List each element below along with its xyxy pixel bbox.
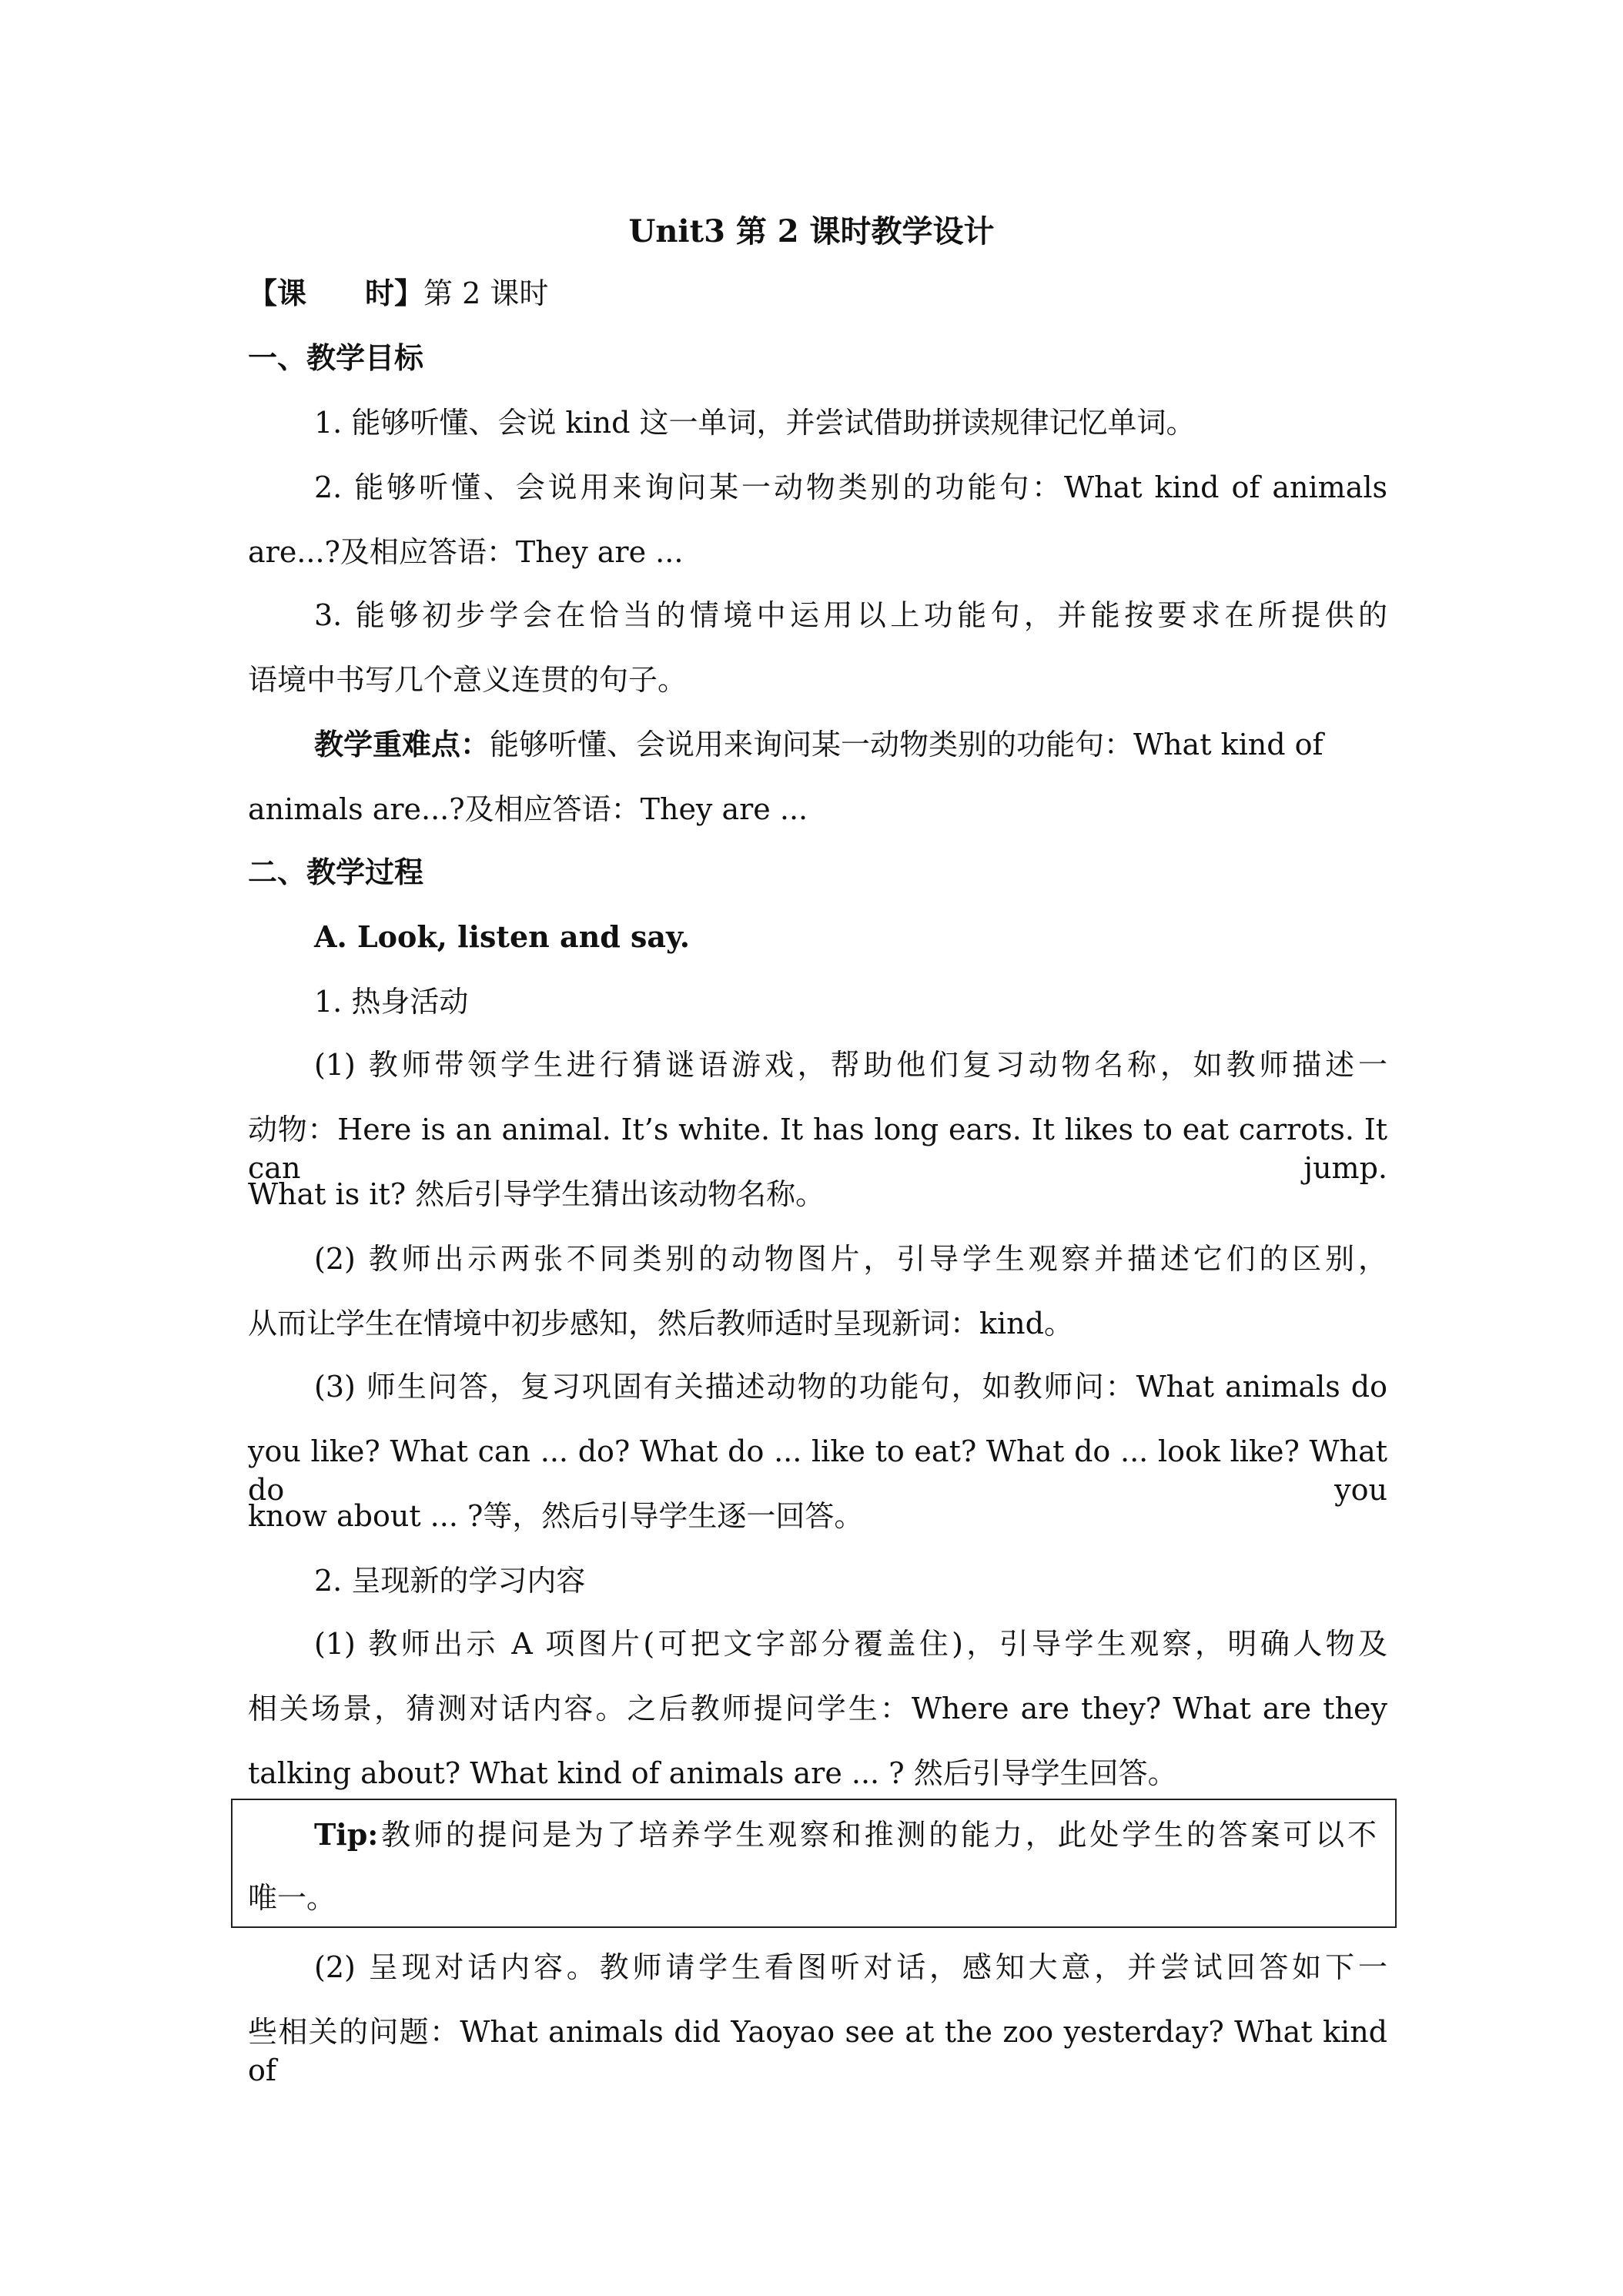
keypoint-label: 教学重难点：	[314, 727, 490, 761]
keypoint-line-1	[314, 725, 1387, 764]
section-heading-objectives: 一、教学目标	[248, 340, 424, 375]
keypoint-text: 能够听懂、会说用来询问某一动物类别的功能句：What kind of	[490, 728, 1323, 761]
step-2-para-1-line-1: (1) 教师出示 A 项图片(可把文字部分覆盖住)，引导学生观察，明确人物及	[314, 1627, 1387, 1661]
section-heading-process: 二、教学过程	[248, 855, 424, 889]
objective-2-line-2: are...?及相应答语：They are ...	[248, 535, 684, 569]
step-1-para-3-line-3: know about ... ?等，然后引导学生逐一回答。	[248, 1499, 864, 1533]
objective-1: 1. 能够听懂、会说 kind 这一单词，并尝试借助拼读规律记忆单词。	[314, 406, 1196, 440]
objective-2-line-1: 2. 能够听懂、会说用来询问某一动物类别的功能句：What kind of animals	[314, 470, 1387, 504]
step-1-heading: 1. 热身活动	[314, 985, 469, 1019]
tip-line-2: 唯一。	[248, 1881, 336, 1915]
tip-box	[231, 1799, 1397, 1928]
step-1-para-1-line-2: 动物：Here is an animal. It’s white. It has long ears. It likes to eat carrots. It can jump.	[248, 1113, 1387, 1185]
step-2-para-2-line-1: (2) 呈现对话内容。教师请学生看图听对话，感知大意，并尝试回答如下一	[314, 1950, 1387, 1984]
step-2-para-2-line-2: 些相关的问题：What animals did Yaoyao see at the zoo yesterday? What kind of	[248, 2015, 1387, 2087]
step-1-para-2-line-1: (2) 教师出示两张不同类别的动物图片，引导学生观察并描述它们的区别，	[314, 1242, 1387, 1276]
document-title: Unit3 第 2 课时教学设计	[628, 213, 995, 249]
lesson-label: 【课 时】	[248, 276, 424, 310]
step-2-para-1-line-3: talking about? What kind of animals are ... ? 然后引导学生回答。	[248, 1756, 1177, 1790]
part-a-heading: A. Look, listen and say.	[314, 919, 691, 954]
keypoint-line-2: animals are...?及相应答语：They are ...	[248, 792, 808, 826]
step-2-heading: 2. 呈现新的学习内容	[314, 1564, 586, 1598]
tip-line-1	[314, 1816, 1377, 1854]
step-1-para-3-line-2: you like? What can ... do? What do ... like to eat? What do ... look like? What do you	[248, 1434, 1387, 1507]
objective-3-line-2: 语境中书写几个意义连贯的句子。	[248, 663, 688, 697]
step-1-para-2-line-2: 从而让学生在情境中初步感知，然后教师适时呈现新词：kind。	[248, 1307, 1073, 1340]
step-2-para-1-line-2: 相关场景，猜测对话内容。之后教师提问学生：Where are they? What are they	[248, 1692, 1387, 1725]
step-1-para-1-line-3: What is it? 然后引导学生猜出该动物名称。	[248, 1177, 825, 1211]
tip-text: 教师的提问是为了培养学生观察和推测的能力，此处学生的答案可以不	[378, 1818, 1377, 1852]
step-1-para-1-line-1: (1) 教师带领学生进行猜谜语游戏，帮助他们复习动物名称，如教师描述一	[314, 1048, 1387, 1082]
step-1-para-3-line-1: (3) 师生问答，复习巩固有关描述动物的功能句，如教师问：What animals do	[314, 1370, 1387, 1404]
lesson-value: 第 2 课时	[423, 276, 549, 310]
lesson-line	[248, 274, 1387, 313]
tip-label: Tip:	[314, 1817, 379, 1852]
objective-3-line-1: 3. 能够初步学会在恰当的情境中运用以上功能句，并能按要求在所提供的	[314, 598, 1387, 632]
